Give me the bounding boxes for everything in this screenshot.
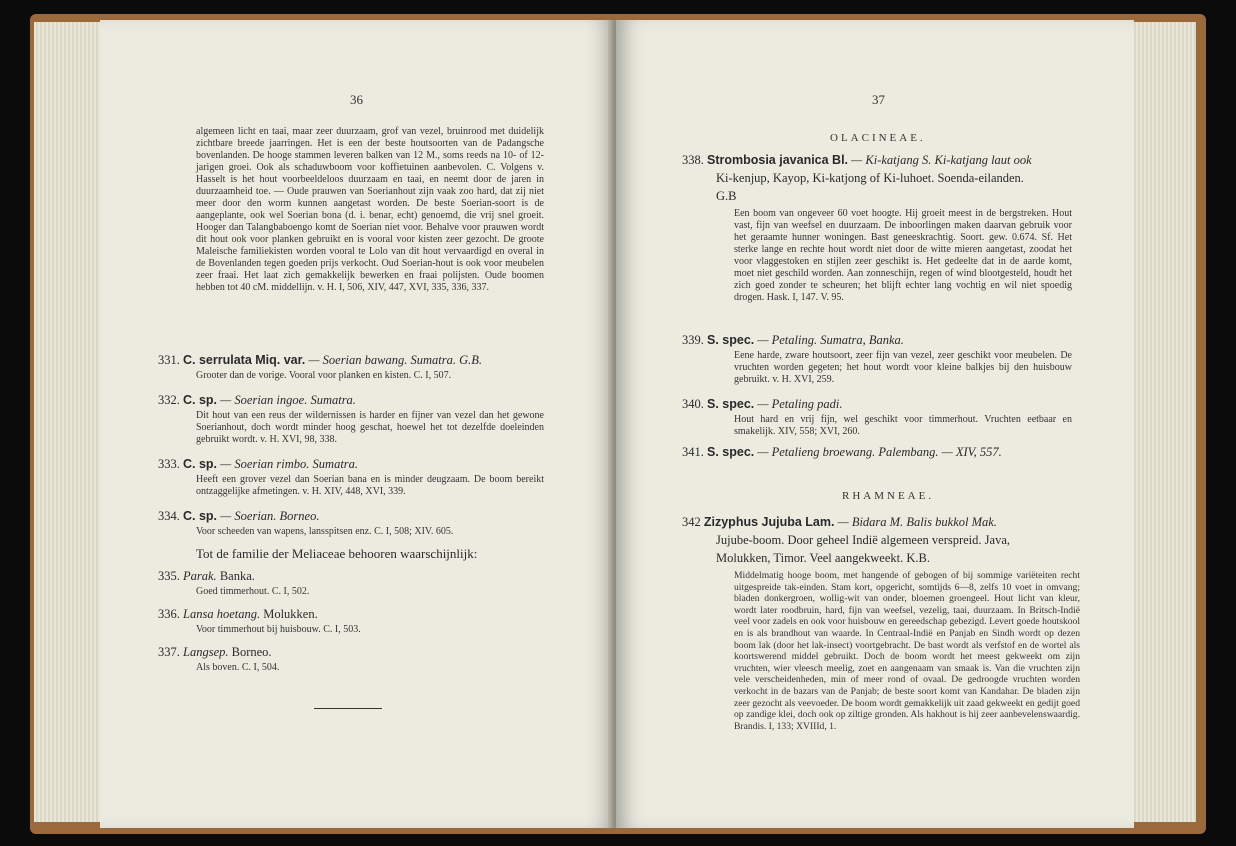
- entry-342: 342 Zizyphus Jujuba Lam. — Bidara M. Balis bukkol Mak.: [682, 515, 997, 529]
- entry-337: 337. Langsep. Borneo.: [158, 645, 272, 659]
- entry-332: 332. C. sp. — Soerian ingoe. Sumatra.: [158, 393, 356, 407]
- end-rule: [314, 708, 382, 709]
- page-number-left: 36: [350, 92, 363, 107]
- entry-334: 334. C. sp. — Soerian. Borneo.: [158, 509, 320, 523]
- entry-338-desc: Een boom van ongeveer 60 voet hoogte. Hij groeit meest in de bergstreken. Hout vast, fijn van weefsel en duurzaam. De inboorlingen maken daarvan gebruik voor het geraamte hunner woningen. Bast geneeskrachtig. Soort. gew. 0.674. Sf. Het sterke lange en rechte hout wordt niet door de witte mieren aangetast, zoodat het voor vlaggestoken en stijlen zeer geschikt is. Het gedeelte dat in de aarde komt, moet niet geschild worden. Aan zonneschijn, regen of wind blootgesteld, houdt het zich goed zonder te scheuren; het blijft echter lang vochtig en wil niet spoedig drogen. Hask. I, 147. V. 95.: [734, 208, 1072, 303]
- entry-331: 331. C. serrulata Miq. var. — Soerian bawang. Sumatra. G.B.: [158, 353, 483, 367]
- family-note: Tot de familie der Meliaceae behooren waarschijnlijk:: [196, 546, 478, 561]
- left-page: [100, 20, 614, 828]
- entry-332-desc: Dit hout van een reus der wildernissen is harder en fijner van vezel dan het gewone Soerianhout, doch wordt minder hoog geschat, hoewel het tot dezelfde doeleinden gebruikt wordt. v. H. XVI, 98, 338.: [196, 410, 544, 445]
- entry-331-desc: Grooter dan de vorige. Vooral voor planken en kisten. C. I, 507.: [196, 370, 452, 381]
- entry-342-line2: Jujube-boom. Door geheel Indië algemeen verspreid. Java,: [716, 533, 1010, 547]
- page-number-right: 37: [872, 92, 885, 107]
- entry-337-desc: Als boven. C. I, 504.: [196, 662, 280, 673]
- entry-338-line3: G.B: [716, 189, 737, 203]
- entry-335-desc: Goed timmerhout. C. I, 502.: [196, 586, 310, 597]
- entry-338: 338. Strombosia javanica Bl. — Ki-katjang S. Ki-katjang laut ook: [682, 153, 1032, 167]
- entry-341: 341. S. spec. — Petalieng broewang. Palembang. — XIV, 557.: [682, 445, 1002, 459]
- entry-336: 336. Lansa hoetang. Molukken.: [158, 607, 318, 621]
- entry-342-line3: Molukken, Timor. Veel aangekweekt. K.B.: [716, 551, 930, 565]
- page-edges-left: [34, 22, 104, 822]
- entry-342-desc: Middelmatig hooge boom, met hangende of gebogen of bij sommige variëteiten recht uitgespreide tak-einden. Stam kort, opgericht, somtijds 6—8, zelfs 10 voet in omvang; bladen donkergroen, wollig-wit van onder, bloemen groengeel. Hout licht van kleur, wordt later roodbruin, hard, fijn van weefsel, vezelig, taai, duurzaam. In Britsch-Indië veel voor zadels en ook voor huisbouw en gereedschap gebezigd. Levert goede houtskool en is als brandhout van waarde. In Centraal-Indië en Panjab en Sindh wordt op dezen boom lak (door het lak-insect) voortgebracht. De bast wordt als verfstof en de wortel als koortswerend middel gebruikt. Doch de boom wordt het meest gekweekt om zijn vruchten, wier vleesch meelig, zoet en aangenaam van smaak is. Van die vruchten zijn vele verscheidenheden, min of meer rond of ovaal. De gedroogde vruchten worden verkocht in de bazars van de Panjab; de beste soort komt van Kandahar. De bladen zijn zeer gezocht als veevoeder. De boom wordt gemakkelijk uit zaad gekweekt en gedijt goed op zandige klei, doch ook op ziltige gronden. Als hakhout is hij zeer aanbevelenswaardig. Brandis. I, 133; XVIIId, 1.: [734, 570, 1080, 732]
- entry-340: 340. S. spec. — Petaling padi.: [682, 397, 843, 411]
- entry-333: 333. C. sp. — Soerian rimbo. Sumatra.: [158, 457, 359, 471]
- right-page: [616, 20, 1134, 828]
- entry-333-desc: Heeft een grover vezel dan Soerian bana en is minder deugzaam. De boom bereikt ontzaggelijke afmetingen. v. H. XIV, 448, XVI, 339.: [196, 474, 544, 497]
- entry-338-line2: Ki-kenjup, Kayop, Ki-katjong of Ki-luhoet. Soenda-eilanden.: [716, 171, 1024, 185]
- entry-340-desc: Hout hard en vrij fijn, wel geschikt voor timmerhout. Vruchten eetbaar en smakelijk. XIV, 558; XVI, 260.: [734, 414, 1072, 437]
- family-heading-olacineae: OLACINEAE.: [830, 132, 926, 144]
- entry-336-desc: Voor timmerhout bij huisbouw. C. I, 503.: [196, 624, 361, 635]
- entry-339-desc: Eene harde, zware houtsoort, zeer fijn van vezel, zeer geschikt voor meubelen. De vruchten worden gegeten; het hout wordt voor kleine balkjes bij den huisbouw gebruikt. v. H. XVI, 259.: [734, 350, 1072, 385]
- entry-335: 335. Parak. Banka.: [158, 569, 255, 583]
- entry-339: 339. S. spec. — Petaling. Sumatra, Banka.: [682, 333, 904, 347]
- intro-paragraph: algemeen licht en taai, maar zeer duurzaam, grof van vezel, bruinrood met duidelijk zichtbare breede jaarringen. Het is een der beste houtsoorten van de Padangsche bovenlanden. De hooge stammen leveren balken van 12 M., soms reeds na 10- of 12-jarigen groei. Ook als schaduwboom voor koffietuinen aanbevolen. C. Volgens v. Hasselt is het hout voorbeeldeloos duurzaam en taai, en neemt door de jaren in duurzaamheid toe. — Oude prauwen van Soerianhout zijn vaak zoo hard, dat zij niet meer door den worm kunnen aangetast worden. De beste Soerian-soort is de aangeplante, ook wel Soerian bona (d. i. benar, echt) genoemd, die vrij snel groeit. Hooger dan Talangbaboengo komt de Soerian niet voor. Behalve voor prauwen wordt dit hout ook voor planken gebruikt en is vooral voor kisten zeer gezocht. De groote Maleische familiekisten worden vooral te Lolo van dit hout vervaardigd en overal in de Bovenlanden tegen goeden prijs verkocht. Oud Soerian-hout is ook voor meubelen zeer fraai. Het laat zich gemakkelijk bewerken en fraai polijsten. Oude boomen hebben tot 40 cM. middellijn. v. H. I, 506, XIV, 447, XVI, 335, 336, 337.: [196, 126, 544, 293]
- family-heading-rhamneae: RHAMNEAE.: [842, 490, 935, 502]
- page-edges-right: [1130, 22, 1196, 822]
- entry-334-desc: Voor scheeden van wapens, lansspitsen enz. C. I, 508; XIV. 605.: [196, 526, 454, 537]
